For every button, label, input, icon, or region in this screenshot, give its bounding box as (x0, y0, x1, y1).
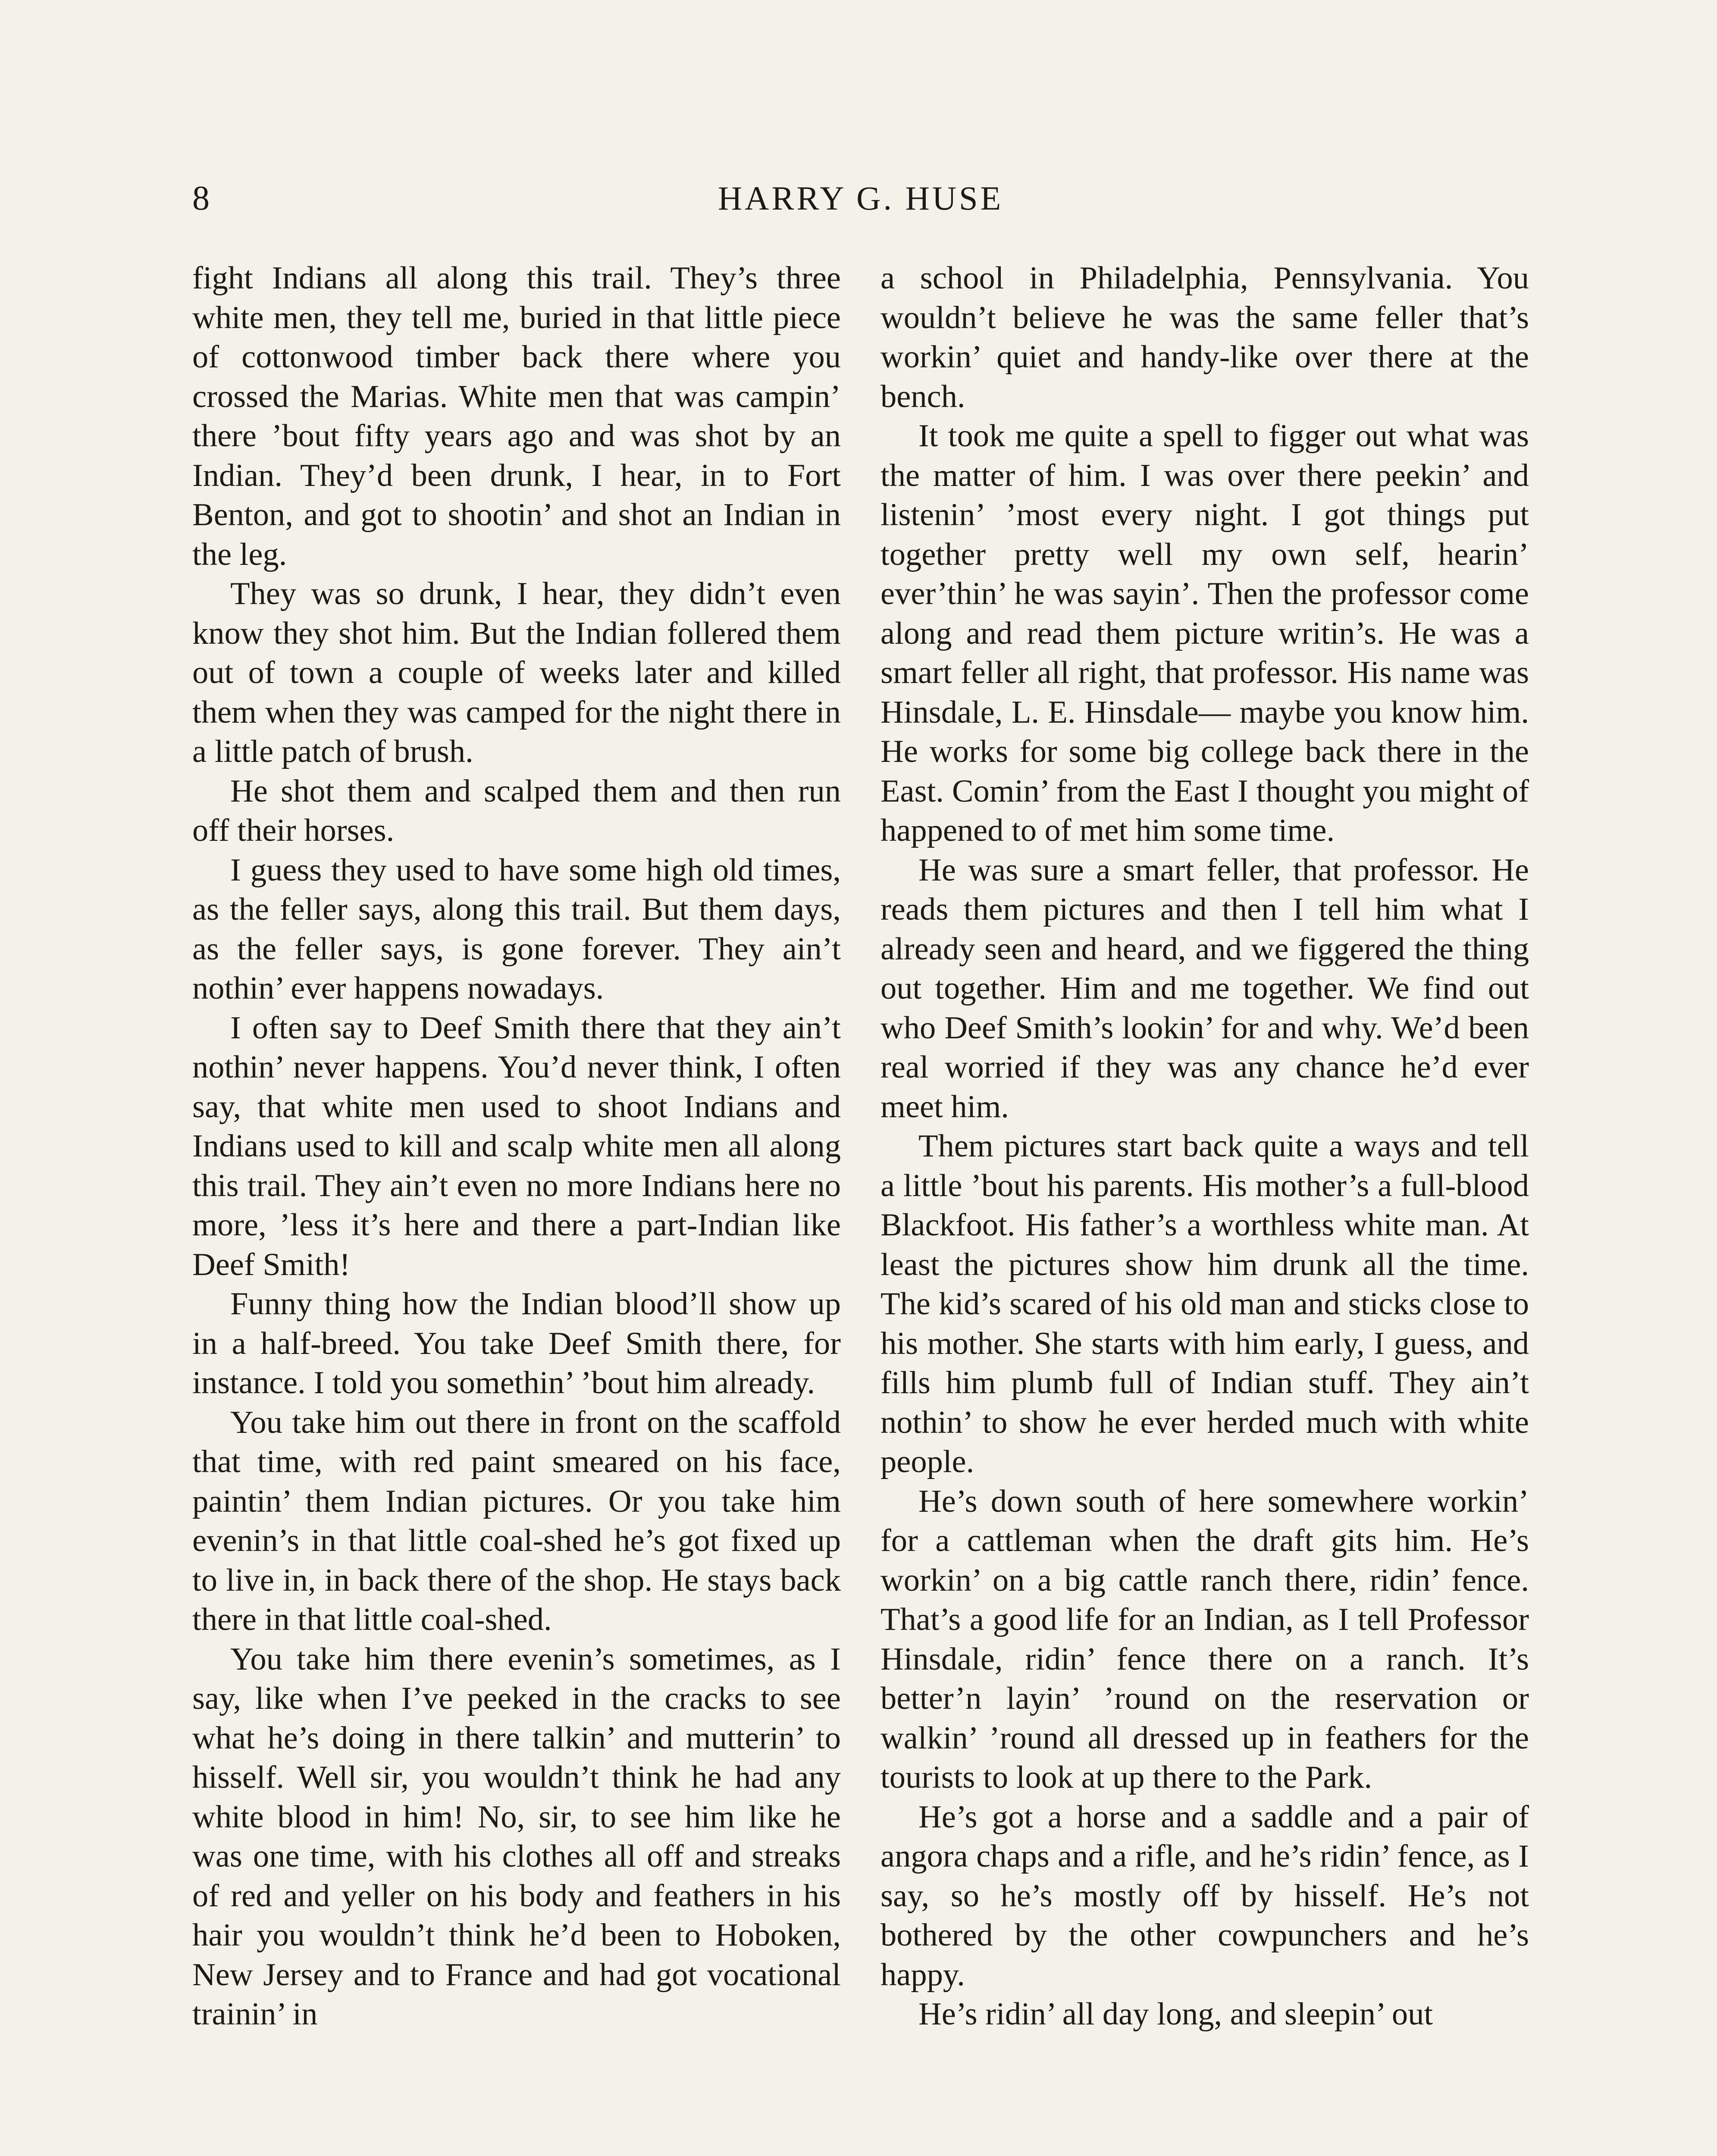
left-column (192, 259, 841, 2034)
paragraph: I often say to Deef Smith there that they ain’t nothin’ never happens. You’d never think, I often say, that white men used to shoot Indians and Indians used to kill and scalp white men all along this trail. They ain’t even no more Indians here no more, ’less it’s here and there a part-Indian like Deef Smith! (192, 1010, 841, 1282)
paragraph: He shot them and scalped them and then run off their horses. (192, 773, 841, 848)
paragraph: a school in Philadelphia, Pennsylvania. You wouldn’t believe he was the same feller that’s workin’ quiet and handy-like over there at the bench. (880, 260, 1529, 414)
paragraph: He’s got a horse and a saddle and a pair of angora chaps and a rifle, and he’s ridin’ fence, as I say, so he’s mostly off by hisself. He’s not bothered by the other cowpunchers and he’s happy. (880, 1799, 1529, 1993)
paragraph: You take him there evenin’s sometimes, as I say, like when I’ve peeked in the cracks to see what he’s doing in there talkin’ and mutterin’ to hisself. Well sir, you wouldn’t think he had any white blood in him! No, sir, to see him like he was one time, with his clothes all off and streaks of red and yeller on his body and feathers in his hair you wouldn’t think he’d been to Hoboken, New Jersey and to France and had got vocational trainin’ in (192, 1641, 841, 2032)
paragraph: Them pictures start back quite a ways and tell a little ’bout his parents. His mother’s a full-blood Blackfoot. His father’s a worthless white man. At least the pictures show him drunk all the time. The kid’s scared of his old man and sticks close to his mother. She starts with him early, I guess, and fills him plumb full of Indian stuff. They ain’t nothin’ to show he ever herded much with white people. (880, 1128, 1529, 1479)
paragraph: I guess they used to have some high old times, as the feller says, along this trail. But them days, as the feller says, is gone forever. They ain’t nothin’ ever happens nowadays. (192, 852, 841, 1006)
paragraph: He’s down south of here somewhere workin’ for a cattleman when the draft gits him. He’s workin’ on a big cattle ranch there, ridin’ fence. That’s a good life for an Indian, as I tell Professor Hinsdale, ridin’ fence there on a ranch. It’s better’n layin’ ’round on the reservation or walkin’ ’round all dressed up in feathers for the tourists to look at up there to the Park. (880, 1483, 1529, 1795)
paragraph: He’s ridin’ all day long, and sleepin’ out (918, 1996, 1433, 2032)
paragraph: They was so drunk, I hear, they didn’t even know they shot him. But the Indian follered them out of town a couple of weeks later and killed them when they was camped for the night there in a little patch of brush. (192, 576, 841, 769)
paragraph: It took me quite a spell to figger out what was the matter of him. I was over there peekin’ and listenin’ ’most every night. I got things put together pretty well my own self, hearin’ ever’thin’ he was sayin’. Then the professor come along and read them picture writin’s. He was a smart feller all right, that professor. His name was Hinsdale, L. E. Hinsdale— maybe you know him. He works for some big college back there in the East. Comin’ from the East I thought you might of happened to of met him some time. (880, 418, 1529, 848)
paragraph: You take him out there in front on the scaffold that time, with red paint smeared on his face, paintin’ them Indian pictures. Or you take him evenin’s in that little coal-shed he’s got fixed up to live in, in back there of the shop. He stays back there in that little coal-shed. (192, 1404, 841, 1637)
page-number: 8 (192, 179, 210, 217)
paragraph: fight Indians all along this trail. They’s three white men, they tell me, buried in that little piece of cottonwood timber back there where you crossed the Marias. White men that was campin’ there ’bout fifty years ago and was shot by an Indian. They’d been drunk, I hear, in to Fort Benton, and got to shootin’ and shot an Indian in the leg. (192, 260, 841, 572)
page-header (192, 175, 1529, 222)
running-head: HARRY G. HUSE (718, 179, 1004, 217)
right-column (880, 259, 1529, 2034)
paragraph: He was sure a smart feller, that professor. He reads them pictures and then I tell him what I already seen and heard, and we figgered the thing out together. Him and me together. We find out who Deef Smith’s lookin’ for and why. We’d been real worried if they was any chance he’d ever meet him. (880, 852, 1529, 1125)
paragraph: Funny thing how the Indian blood’ll show up in a half-breed. You take Deef Smith there, for instance. I told you somethin’ ’bout him already. (192, 1286, 841, 1401)
